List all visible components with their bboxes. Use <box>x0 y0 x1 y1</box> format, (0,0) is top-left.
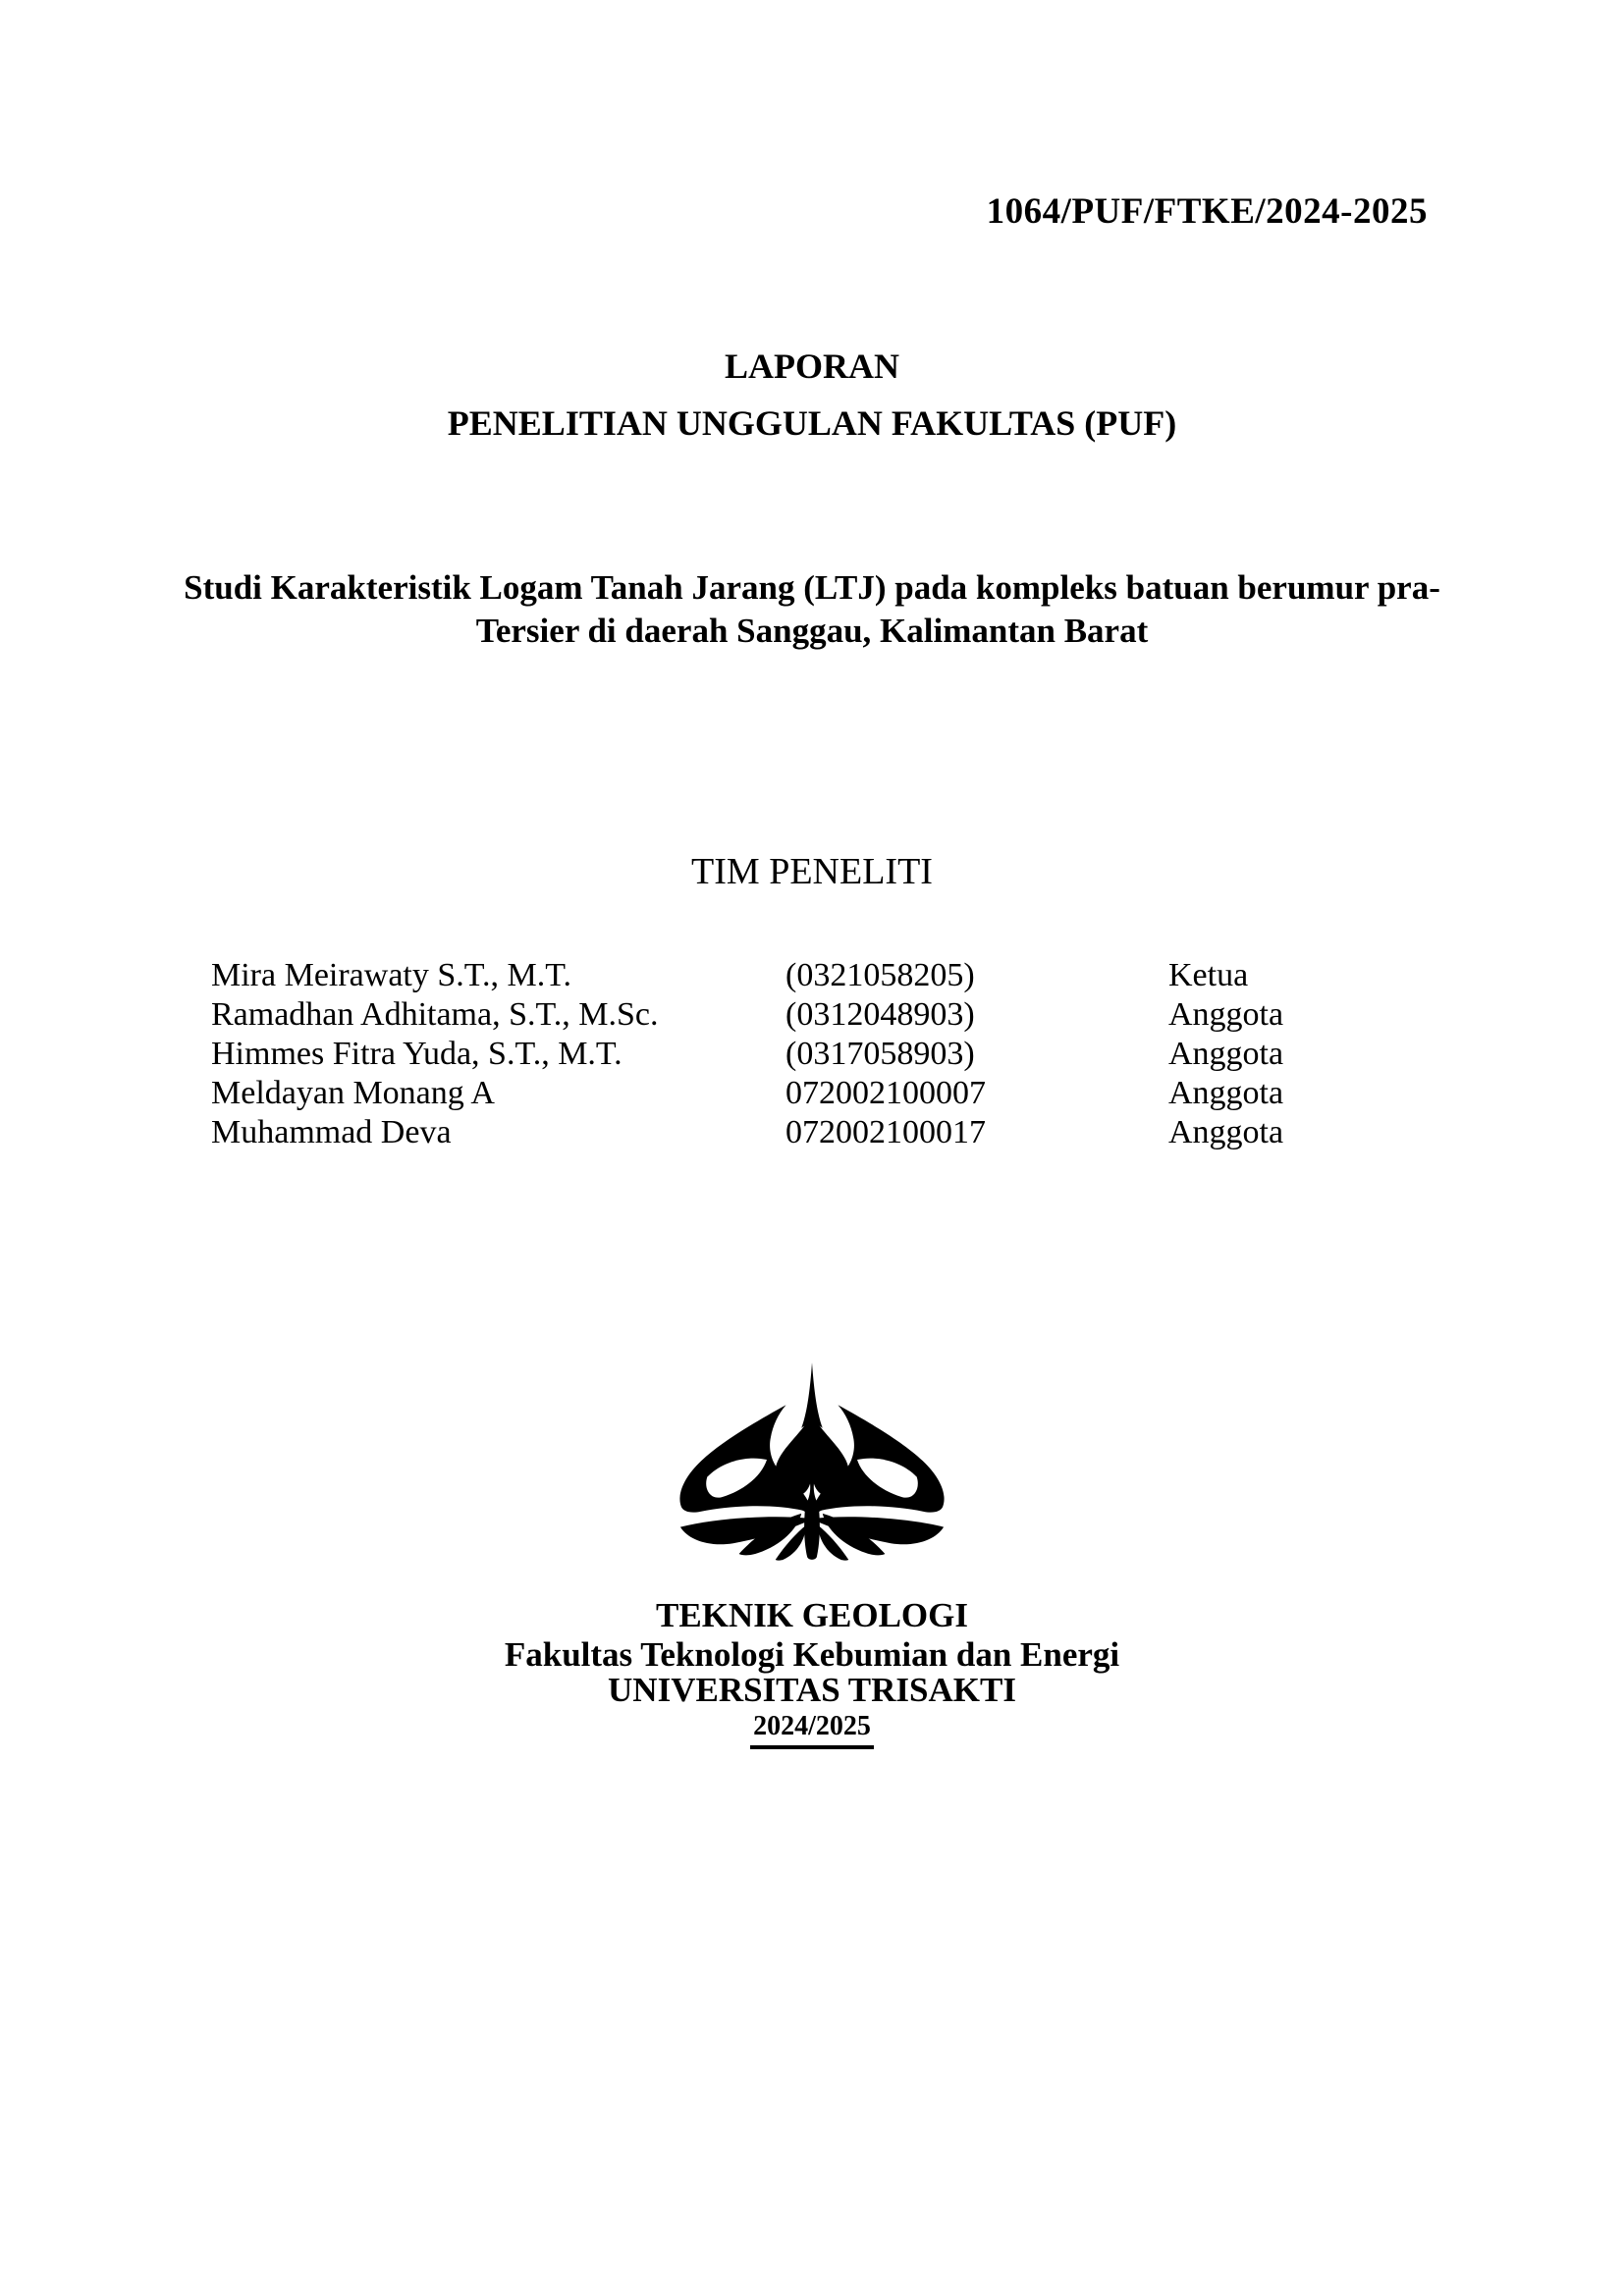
member-role: Ketua <box>1168 957 1249 993</box>
member-role: Anggota <box>1168 1075 1284 1111</box>
member-name: Mira Meirawaty S.T., M.T. <box>211 957 571 993</box>
team-member-row <box>211 956 1429 995</box>
member-name: Muhammad Deva <box>211 1114 452 1150</box>
trisakti-trisula-icon <box>676 1361 948 1563</box>
document-number: 1064/PUF/FTKE/2024-2025 <box>986 191 1428 232</box>
team-list <box>211 956 1429 1152</box>
academic-year: 2024/2025 <box>750 1711 874 1749</box>
report-type-line1: LAPORAN <box>725 347 899 386</box>
team-member-row <box>211 1035 1429 1074</box>
faculty-name: Fakultas Teknologi Kebumian dan Energi <box>504 1635 1120 1674</box>
member-id: (0321058205) <box>785 957 975 993</box>
member-id: (0317058903) <box>785 1036 975 1072</box>
team-heading: TIM PENELITI <box>691 851 933 892</box>
member-name: Himmes Fitra Yuda, S.T., M.T. <box>211 1036 623 1072</box>
university-name: UNIVERSITAS TRISAKTI <box>608 1671 1016 1709</box>
universitas-trisakti-logo <box>676 1361 948 1563</box>
department-name: TEKNIK GEOLOGI <box>656 1596 968 1634</box>
member-role: Anggota <box>1168 1114 1284 1150</box>
member-role: Anggota <box>1168 1036 1284 1072</box>
research-title-line1: Studi Karakteristik Logam Tanah Jarang (LTJ) pada kompleks batuan berumur pra- <box>184 568 1440 607</box>
research-title-line2: Tersier di daerah Sanggau, Kalimantan Barat <box>475 612 1149 650</box>
member-id: (0312048903) <box>785 996 975 1033</box>
report-type-line2: PENELITIAN UNGGULAN FAKULTAS (PUF) <box>447 403 1177 443</box>
team-member-row <box>211 1074 1429 1113</box>
member-id: 072002100007 <box>785 1075 986 1111</box>
member-name: Ramadhan Adhitama, S.T., M.Sc. <box>211 996 659 1033</box>
team-member-row <box>211 995 1429 1035</box>
member-name: Meldayan Monang A <box>211 1075 495 1111</box>
member-id: 072002100017 <box>785 1114 986 1150</box>
academic-year-line <box>0 1711 1624 1749</box>
member-role: Anggota <box>1168 996 1284 1033</box>
team-member-row <box>211 1113 1429 1152</box>
